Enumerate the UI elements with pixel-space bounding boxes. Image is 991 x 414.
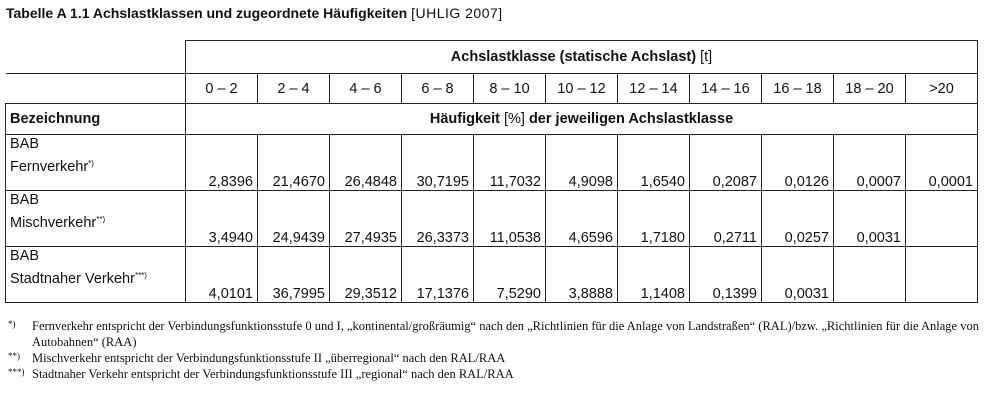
footnote-text: Mischverkehr entspricht der Verbindungsfunktionsstufe II „überregional“ nach den RAL/RAA <box>32 351 506 365</box>
frequency-cell: 11,7032 <box>474 135 546 191</box>
frequency-cell: 0,1399 <box>690 247 762 303</box>
row-label <box>6 191 186 247</box>
frequency-cell <box>906 247 978 303</box>
frequency-cell: 4,9098 <box>546 135 618 191</box>
frequency-cell: 0,0126 <box>762 135 834 191</box>
frequency-label-a: Häufigkeit <box>429 111 500 127</box>
axle-class-header: 4 – 6 <box>330 74 402 104</box>
frequency-cell: 3,4940 <box>186 191 258 247</box>
frequency-cell: 1,1408 <box>618 247 690 303</box>
row-label <box>6 135 186 191</box>
frequency-cell: 0,2087 <box>690 135 762 191</box>
corner-cell <box>6 41 186 74</box>
frequency-cell: 7,5290 <box>474 247 546 303</box>
frequency-cell: 0,0031 <box>762 247 834 303</box>
axle-class-header: 8 – 10 <box>474 74 546 104</box>
axle-class-header: 14 – 16 <box>690 74 762 104</box>
frequency-cell: 26,3373 <box>402 191 474 247</box>
axle-class-header: 10 – 12 <box>546 74 618 104</box>
row-label-text: Mischverkehr <box>10 215 97 231</box>
table-caption <box>6 5 503 21</box>
row-label-line2 <box>10 154 181 177</box>
frequency-cell: 29,3512 <box>330 247 402 303</box>
frequency-unit: [%] <box>503 111 525 127</box>
caption-title: Tabelle A 1.1 Achslastklassen und zugeordnete Häufigkeiten <box>6 5 408 21</box>
frequency-cell: 21,4670 <box>258 135 330 191</box>
row-label <box>6 247 186 303</box>
footnote <box>8 366 983 382</box>
frequency-cell: 36,7995 <box>258 247 330 303</box>
footnote-mark: *) <box>8 319 16 329</box>
frequency-cell: 24,9439 <box>258 191 330 247</box>
class-header-row <box>6 74 978 104</box>
frequency-cell: 0,0257 <box>762 191 834 247</box>
frequency-cell: 27,4935 <box>330 191 402 247</box>
corner-cell <box>6 74 186 104</box>
axle-class-header: 12 – 14 <box>618 74 690 104</box>
footnote-reference: ***) <box>134 271 147 280</box>
caption-reference: [UHLIG 2007] <box>411 5 503 21</box>
table-row <box>6 247 978 303</box>
footnote <box>8 350 983 366</box>
frequency-cell: 11,0538 <box>474 191 546 247</box>
frequency-cell: 30,7195 <box>402 135 474 191</box>
frequency-cell: 1,7180 <box>618 191 690 247</box>
footnote-mark: **) <box>8 351 20 361</box>
axle-class-group-header <box>186 41 978 74</box>
frequency-label-b: der jeweiligen Achslastklasse <box>528 111 734 127</box>
frequency-cell <box>834 247 906 303</box>
frequency-cell: 0,2711 <box>690 191 762 247</box>
footnote <box>8 318 983 350</box>
frequency-cell: 3,8888 <box>546 247 618 303</box>
footnote-mark: ***) <box>8 367 25 377</box>
row-label-text: Stadtnaher Verkehr <box>10 271 135 287</box>
row-label-line1: BAB <box>10 192 40 208</box>
row-label-line1: BAB <box>10 136 40 152</box>
row-label-line2 <box>10 210 181 233</box>
label-column-header: Bezeichnung <box>6 104 186 135</box>
axle-class-header: 6 – 8 <box>402 74 474 104</box>
row-label-line2 <box>10 266 181 289</box>
axle-class-header: 0 – 2 <box>186 74 258 104</box>
frequency-cell <box>906 191 978 247</box>
frequency-cell: 0,0031 <box>834 191 906 247</box>
frequency-cell: 4,0101 <box>186 247 258 303</box>
footnote-reference: *) <box>88 159 94 168</box>
frequency-cell: 26,4848 <box>330 135 402 191</box>
frequency-cell: 0,0001 <box>906 135 978 191</box>
footnotes <box>8 318 983 382</box>
footnote-text: Stadtnaher Verkehr entspricht der Verbindungsfunktionsstufe III „regional“ nach den RAL/RAA <box>32 367 514 381</box>
footnote-text: Fernverkehr entspricht der Verbindungsfunktionsstufe 0 und I, „kontinental/großräumig“ nach den „Richtlinien für die Anlage von Landstraßen“ (RAL)/bzw. „Richtlinien für die Anlage von Autobahnen“ (RAA) <box>32 319 979 349</box>
frequency-cell: 1,6540 <box>618 135 690 191</box>
axle-class-group-unit: [t] <box>700 49 713 65</box>
footnote-reference: **) <box>96 215 106 224</box>
axle-class-header: 18 – 20 <box>834 74 906 104</box>
axle-class-header: 16 – 18 <box>762 74 834 104</box>
axle-class-header: >20 <box>906 74 978 104</box>
frequency-header-row <box>6 104 978 135</box>
frequency-cell: 4,6596 <box>546 191 618 247</box>
frequency-group-header <box>186 104 978 135</box>
frequency-cell: 0,0007 <box>834 135 906 191</box>
row-label-line1: BAB <box>10 248 40 264</box>
table-row <box>6 191 978 247</box>
frequency-cell: 2,8396 <box>186 135 258 191</box>
axle-load-table <box>5 40 978 303</box>
axle-class-group-label: Achslastklasse (statische Achslast) <box>450 49 697 65</box>
row-label-text: Fernverkehr <box>10 159 89 175</box>
table-row <box>6 135 978 191</box>
frequency-cell: 17,1376 <box>402 247 474 303</box>
axle-class-header: 2 – 4 <box>258 74 330 104</box>
